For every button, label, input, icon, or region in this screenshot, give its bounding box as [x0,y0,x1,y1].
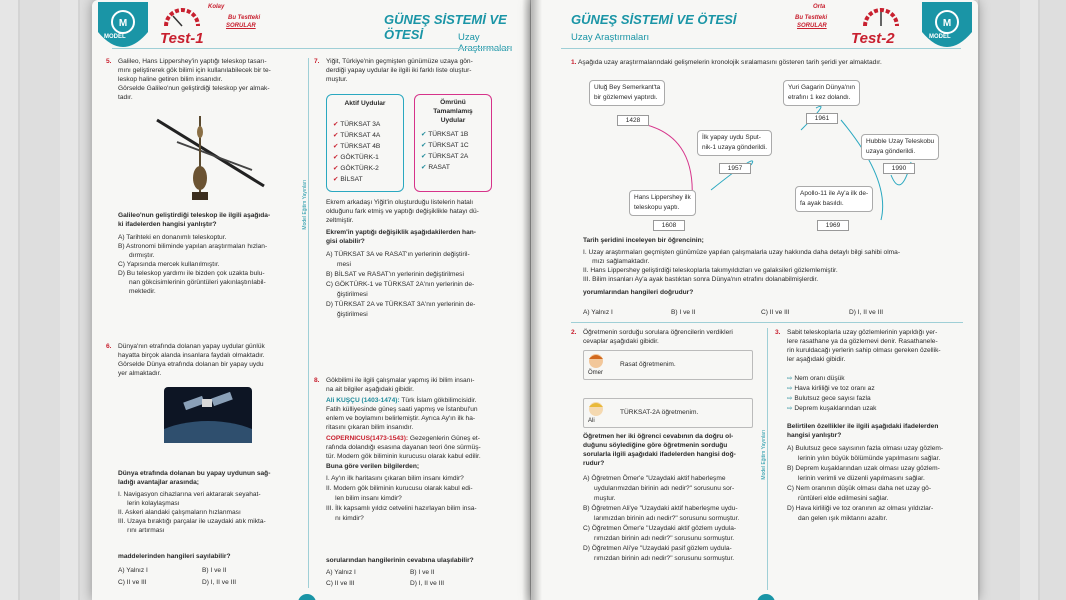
option-d[interactable]: D) Hava kirliliği ve toz oranının az olması yıldızlar- [787,505,934,512]
q8-option-a[interactable]: A) Yalnız I [326,569,356,576]
option-d[interactable]: D) Öğretmen Ali'ye "Uzaydaki pasif gözlem uydula- [583,545,732,552]
option-c[interactable]: C) Nem oranının düşük olması daha net uzay gö- [787,485,932,492]
q3-options: A) Bulutsuz gece sayısının fazla olması uzay gözlem- lerinin yılın büyük bölümünde yapılmasını sağlar. B) Deprem kuşaklarından uzak olması uzay gözlem- lerinin verimli ve düzenli yapılmasını sağlar. C) Nem oranının düşük olması daha net uzay gö- rüntüleri elde edilmesini sağlar. D) Hava kirliliği ve toz oranının az olması yıldızlar- dan gelen ışık miktarını azaltır. [787,444,971,524]
arrow-right-icon: ⇨ [787,395,793,402]
q8-items: I. Ay'ın ilk haritasını çıkaran bilim insanı kimdir? II. Modern gök biliminin kurucusu olarak kabul edi- len bilim insanı kimdir? III. İlk kapsamlı yıldız cetvelini hazırlayan bilim insa- nı kimdir? [326,475,477,522]
q3-stem: Belirtilen özellikler ile ilgili aşağıdaki ifadelerden hangisi yanlıştır? [787,423,939,439]
tag-line1: Bu Testteki [795,15,828,21]
galileo-telescope-image [152,112,272,204]
option-a[interactable]: A) Bulutsuz gece sayısının fazla olması uzay gözlem- [787,445,944,452]
page-subtitle: Uzay [458,32,480,43]
question-5: 5. Galileo, Hans Lippershey'in yaptığı teleskop tasarı- mını geliştirerek gök bilimi için kullanılabilecek bir te- leskop haline getiren bilim insanıdır. Görselde Galileo'nun geliştirdiği teleskop yer almak- tadır. [106,58,271,101]
student-name: Ali [588,418,595,424]
test-label: Test-2 [851,30,895,47]
tag-line2: SORULAR [797,23,827,29]
q1-stem: Tarih şeridini inceleyen bir öğrencinin; [583,237,704,244]
check-icon: ✔ [421,131,427,138]
event-1608: Hans Lippershey ilk teleskopu yaptı. [629,190,696,216]
level-label: Orta [813,4,826,10]
arrow-right-icon: ⇨ [787,375,793,382]
option-b[interactable]: B) Deprem kuşaklarından uzak olması uzay gözlem- [787,465,940,472]
svg-text:M: M [118,18,128,29]
check-icon: ✔ [333,154,339,161]
q8-option-b[interactable]: B) I ve II [410,569,435,576]
header-rule [112,48,512,49]
student-answer: Rasat öğretmenim. [620,361,676,368]
q8-stem: Buna göre verilen bilgilerden; [326,463,420,470]
q8-option-c[interactable]: C) II ve III [326,580,355,587]
side-label: Model Eğitim Yayınları [302,180,308,230]
q6-items: I. Navigasyon cihazlarına veri aktararak seyahat- lerin kolaylaşması II. Askeri alandaki çalışmaların hızlanması III. Uzaya bıraktığı parçalar ile uzaydaki atık mikta- rını artırması [118,491,266,534]
boy-avatar-icon [588,353,604,369]
check-icon: ✔ [421,153,427,160]
check-icon: ✔ [333,165,339,172]
event-1428: Uluğ Bey Semerkant'ta bir gözlemevi yaptırdı. [589,80,665,106]
q8-person-1: Ali KUŞÇU (1403-1474): Türk İslam gökbilimcisidir. Fatih külliyesinde güneş saati yapmış ve İstanbul'un enlem ve boylamını belirlemiştir. Ayrıca Ay'ın ilk ha- ritasını çıkaran bilim insanıdır. [326,397,478,431]
event-1961: Yuri Gagarin Dünya'nın etrafını 1 kez dolandı. [783,80,860,106]
event-1969: Apollo-11 ile Ay'a ilk de- fa ayak basıldı. [795,186,873,212]
difficulty-gauge-icon [162,6,202,28]
boy-avatar-icon [588,401,604,417]
q1-stem2: yorumlarından hangileri doğrudur? [583,289,694,296]
svg-text:M: M [942,18,952,29]
left-page [92,0,530,600]
q7-after: Ekrem arkadaşı Yiğit'in oluşturduğu listelerin hatalı olduğunu fark etmiş ve yaptığı değişiklikle hatayı dü- zeltmiştir. [326,199,479,224]
question-8: 8. Gökbilimi ile ilgili çalışmalar yapmış iki bilim insanı- na ait bilgiler aşağıdaki gibidir. [314,377,475,393]
q6-stem2: maddelerinden hangileri sayılabilir? [118,553,231,560]
q1-items: I. Uzay araştırmaları geçmişten günümüze yapılan çalışmalarla uzay hakkında daha detaylı bilgi sahibi olma- mızı sağlamaktadır. II. Hans Lippershey geliştirdiği teleskoplarla takımyıldızları ve galaksileri gözlemlemiştir. III. Bilim insanları Ay'a ayak bastıktan sonra Dünya'nın etrafını dolanabilmişlerdir. [583,249,901,283]
student-name: Ömer [588,370,603,376]
brand-name-right: MODEL [929,34,951,40]
year-1961: 1961 [806,113,838,124]
check-icon: ✔ [421,142,427,149]
q1-option-a[interactable]: A) Yalnız I [583,309,613,316]
page-title: GÜNEŞ SİSTEMİ VE ÖTESİ [571,12,737,27]
page-number-tab [757,594,775,600]
page-subtitle: Uzay Araştırmaları [571,32,650,43]
book-spine [522,0,542,600]
option-a[interactable]: A) Tarihteki en donanımlı teleskoptur. [118,234,227,241]
question-7: 7. Yiğit, Türkiye'nin geçmişten günümüze uzaya gön- derdiği yapay uydular ile ilgili iki farklı liste oluştur- muştur. [314,58,473,83]
retired-satellites-box [414,94,492,192]
section-rule [571,322,963,323]
retired-list: ✔ TÜRKSAT 1B ✔ TÜRKSAT 1C ✔ TÜRKSAT 2A ✔ RASAT [421,131,469,171]
option-d[interactable]: D) TÜRKSAT 2A ve TÜRKSAT 3A'nın yerlerinin de- [326,301,476,308]
option-d[interactable]: D) Bu teleskop yardımı ile bizden çok uzakta bulu- [118,270,265,277]
q3-criteria-list: ⇨ Nem oranı düşük ⇨ Hava kirliliği ve toz oranı az ⇨ Bulutsuz gece sayısı fazla ⇨ Deprem kuşaklarından uzak [787,375,877,412]
student-ali-answer [583,398,753,428]
q2-options: A) Öğretmen Ömer'e "Uzaydaki aktif haberleşme uydularımızdan birinin adı nedir?" sorusunu sor- muştur. B) Öğretmen Ali'ye "Uzaydaki aktif haberleşme uydu- larımızdan birinin adı nedir?" sorusunu sormuştur. C) Öğretmen Ömer'e "Uzaydaki aktif gözlem uydula- rımızdan birinin adı nedir?" sorusunu sormuştur. D) Öğretmen Ali'ye "Uzaydaki pasif gözlem uydula- rımızdan birinin adı nedir?" sorusunu sormuştur. [583,474,763,564]
year-1428: 1428 [617,115,649,126]
event-1990: Hubble Uzay Teleskobu uzaya gönderildi. [861,134,939,160]
event-1957: İlk yapay uydu Sput- nik-1 uzaya gönderildi. [697,130,772,156]
active-list: ✔ TÜRKSAT 3A ✔ TÜRKSAT 4A ✔ TÜRKSAT 4B ✔ GÖKTÜRK-1 ✔ GÖKTÜRK-2 ✔ BİLSAT [333,121,381,183]
question-6: 6. Dünya'nın etrafında dolanan yapay uydular günlük hayatta birçok alanda insanlara faydalı olmaktadır. Görselde Dünya etrafında dolanan bir yapay uydu yer almaktadır. [106,343,265,377]
test-label: Test-1 [160,30,204,47]
retired-title: Ömrünü Tamamlamış Uydular [433,99,473,124]
check-icon: ✔ [421,164,427,171]
tag-line2: SORULAR [226,23,256,29]
difficulty-gauge-icon [861,6,901,28]
question-1: 1. Aşağıda uzay araştırmalarındaki gelişmelerin kronolojik sıralamasını gösteren tarih şeridi yer almaktadır. [571,59,882,66]
page-number-tab [298,594,316,600]
option-b[interactable]: B) Astronomi biliminde yapılan araştırmaları hızlan- [118,243,268,250]
student-omer-answer [583,350,753,380]
active-title: Aktif Uydular [344,100,386,107]
q5-stem: Galileo'nun geliştirdiği teleskop ile ilgili aşağıda- ki ifadelerden hangisi yanlıştır? [118,212,271,228]
satellite-image [164,387,252,443]
q8-stem2: sorularından hangilerinin cevabına ulaşılabilir? [326,557,474,564]
check-icon: ✔ [333,143,339,150]
year-1990: 1990 [883,163,915,174]
option-a[interactable]: A) Öğretmen Ömer'e "Uzaydaki aktif haberleşme [583,475,726,482]
check-icon: ✔ [333,121,339,128]
page-title: GÜNEŞ SİSTEMİ VE ÖTESİ [384,12,507,42]
header-rule [561,48,961,49]
active-satellites-box [326,94,404,192]
column-divider [308,58,309,588]
q6-stem: Dünya etrafında dolanan bu yapay uydunun sağ- ladığı avantajlar arasında; [118,470,271,486]
year-1957: 1957 [719,163,751,174]
question-3: 3. Sabit teleskoplarla uzay gözlemlerinin yapıldığı yer- lere rasathane ya da gözlemevi denir. Rasathanele- rin kuruldacağı yerlerin sahip olması gereken özellik- ler aşağıdaki gibidir. [775,329,941,363]
q1-option-b[interactable]: B) I ve II [671,309,696,316]
option-b[interactable]: B) BİLSAT ve RASAT'ın yerlerinin değiştirilmesi [326,271,464,278]
option-c[interactable]: C) GÖKTÜRK-1 ve TÜRKSAT 2A'nın yerlerinin de- [326,281,475,288]
arrow-right-icon: ⇨ [787,405,793,412]
brand-name-left: MODEL [104,34,126,40]
q8-option-d[interactable]: D) I, II ve III [410,580,445,587]
q6-option-d[interactable]: D) I, II ve III [202,579,237,586]
q1-option-d[interactable]: D) I, II ve III [849,309,884,316]
question-2: 2. Öğretmenin sorduğu sorulara öğrencilerin verdikleri cevaplar aşağıdaki gibidir. [571,329,733,345]
q6-option-c[interactable]: C) II ve III [118,579,147,586]
level-label: Kolay [208,4,225,10]
check-icon: ✔ [333,176,339,183]
arrow-right-icon: ⇨ [787,385,793,392]
q1-option-c[interactable]: C) II ve III [761,309,790,316]
year-1608: 1608 [653,220,685,231]
q8-person-2: COPERNICUS(1473-1543): Gezegenlerin Güneş et- rafında dolandığı esasına dayanan teori öne sürmüş- tür. Modern gök biliminin kurucusu olarak kabul edilir. [326,435,481,460]
q7-options: A) TÜRKSAT 3A ve RASAT'ın yerlerinin değiştiril- mesi B) BİLSAT ve RASAT'ın yerlerinin değiştirilmesi C) GÖKTÜRK-1 ve TÜRKSAT 2A'nın yerlerinin de- ğiştirilmesi D) TÜRKSAT 2A ve TÜRKSAT 3A'nın yerlerinin de- ğiştirilmesi [326,250,522,320]
model-logo-left [98,2,148,50]
tag-line1: Bu Testteki [228,15,261,21]
side-label: Model Eğitim Yayınları [761,430,767,480]
year-1969: 1969 [817,220,849,231]
check-icon: ✔ [333,132,339,139]
model-logo-right [922,2,972,50]
option-c[interactable]: C) Yapısında mercek kullanılmıştır. [118,261,220,268]
option-c[interactable]: C) Öğretmen Ömer'e "Uzaydaki aktif gözlem uydula- [583,525,737,532]
column-divider [767,328,768,590]
option-b[interactable]: B) Öğretmen Ali'ye "Uzaydaki aktif haberleşme uydu- [583,505,738,512]
q6-option-a[interactable]: A) Yalnız I [118,567,148,574]
q6-option-b[interactable]: B) I ve II [202,567,227,574]
q7-stem: Ekrem'in yaptığı değişiklik aşağıdakilerden han- gisi olabilir? [326,229,476,245]
q2-stem: Öğretmen her iki öğrenci cevabının da doğru ol- duğunu söylediğine göre öğretmenin sorduğu sorularla ilgili aşağıdaki ifadelerden hangisi doğ- rudur? [583,433,736,467]
option-a[interactable]: A) TÜRKSAT 3A ve RASAT'ın yerlerinin değiştiril- [326,251,470,258]
q5-options: A) Tarihteki en donanımlı teleskoptur. B) Astronomi biliminde yapılan araştırmaları hızlan- dırmıştır. C) Yapısında mercek kullanılmıştır. D) Bu teleskop yardımı ile bizden çok uzakta bulu- nan gökcisimlerinin görüntüleri yakınlaştırılabil- mektedir. [118,233,308,296]
right-page [531,0,978,600]
student-answer: TÜRKSAT-2A öğretmenim. [620,409,699,416]
